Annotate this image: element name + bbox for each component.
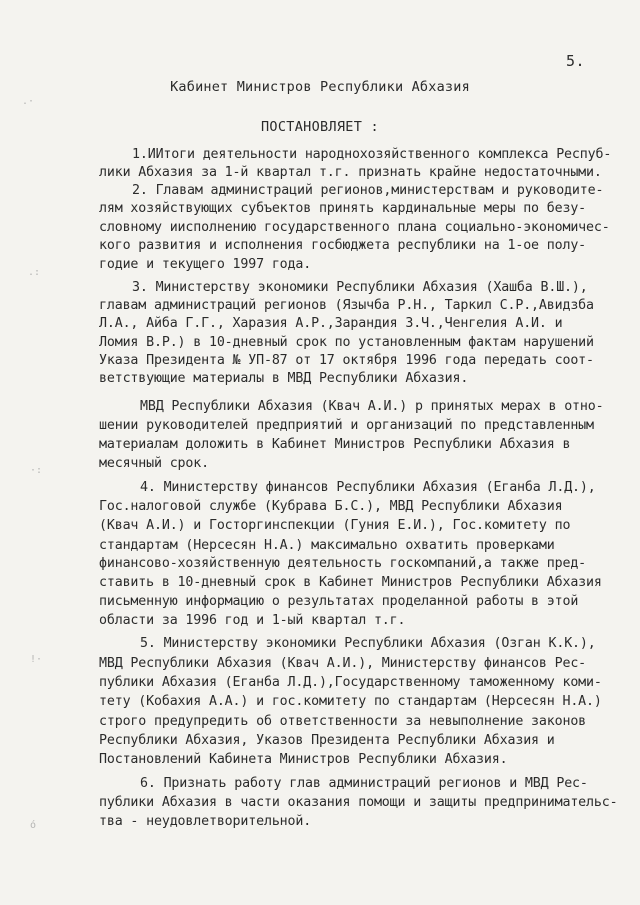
text-line: МВД Республики Абхазия (Квач А.И.), Министерству финансов Рес-: [99, 656, 587, 671]
text-line: ставить в 10-дневный срок в Кабинет Министров Республики Абхазия: [99, 575, 602, 590]
text-line: тету (Кобахия А.А.) и гос.комитету по стандартам (Нерсесян Н.А.): [99, 694, 602, 709]
text-line: Ломия В.Р.) в 10-дневный срок по установленным фактам нарушений: [99, 335, 594, 350]
margin-speck: ό: [30, 820, 37, 831]
margin-speck: ·:: [30, 465, 43, 476]
text-line: лики Абхазия за 1-й квартал т.г. признать крайне недостаточными.: [99, 165, 602, 180]
text-line: тва - неудовлетворительной.: [99, 814, 312, 829]
text-line: 1.ИИтоги деятельности народнохозяйственного комплекса Респуб-: [132, 147, 612, 162]
text-line: лям хозяйствующих субъектов принять кардинальные меры по безу-: [99, 201, 587, 216]
text-line: 4. Министерству финансов Республики Абхазия (Еганба Л.Д.),: [140, 480, 596, 495]
document-title: Кабинет Министров Республики Абхазия: [170, 79, 470, 95]
text-line: словному иисполнению государственного плана социально-экономичес-: [99, 220, 610, 235]
text-line: МВД Республики Абхазия (Квач А.И.) р принятых мерах в отно-: [140, 399, 604, 414]
text-line: строго предупредить об ответственности за невыполнение законов: [99, 714, 587, 729]
text-line: Л.А., Айба Г.Г., Харазия А.Р.,Зарандия З.Ч.,Ченгелия А.И. и: [99, 316, 563, 331]
text-line: ветствующие материалы в МВД Республики Абхазия.: [99, 371, 469, 386]
text-line: публики Абхазия (Еганба Л.Д.),Государственному таможенному коми-: [99, 675, 602, 690]
text-line: шении руководителей предприятий и организаций по представленным: [99, 418, 594, 433]
text-line: материалам доложить в Кабинет Министров Республики Абхазия в: [99, 437, 571, 452]
text-line: области за 1996 год и 1-ый квартал т.г.: [99, 613, 406, 628]
text-line: 3. Министерству экономики Республики Абхазия (Хашба В.Ш.),: [132, 280, 588, 295]
text-line: Гос.налоговой службе (Кубрава Б.С.), МВД Республики Абхазия: [99, 499, 563, 514]
text-line: стандартам (Нерсесян Н.А.) максимально охватить проверками: [99, 538, 555, 553]
text-line: Указа Президента № УП-87 от 17 октября 1996 года передать соот-: [99, 353, 594, 368]
text-line: годие и текущего 1997 года.: [99, 257, 312, 272]
margin-speck: .·: [22, 96, 35, 107]
margin-speck: .:: [28, 267, 41, 278]
margin-speck: !·: [30, 654, 43, 665]
text-line: месячный срок.: [99, 456, 209, 471]
text-line: Постановлений Кабинета Министров Республики Абхазия.: [99, 752, 508, 767]
text-line: письменную информацию о результатах проделанной работы в этой: [99, 594, 579, 609]
text-line: 2. Главам администраций регионов,министерствам и руководите-: [132, 183, 604, 198]
text-line: (Квач А.И.) и Госторгинспекции (Гуния Е.И.), Гос.комитету по: [99, 518, 571, 533]
text-line: главам администраций регионов (Язычба Р.Н., Таркил С.Р.,Авидзба: [99, 298, 594, 313]
text-line: кого развития и исполнения госбюджета республики на 1-ое полу-: [99, 238, 587, 253]
text-line: финансово-хозяйственную деятельность госкомпаний,а также пред-: [99, 556, 587, 571]
text-line: публики Абхазия в части оказания помощи и защиты предпринимательс-: [99, 795, 618, 810]
text-line: 5. Министерству экономики Республики Абхазия (Озган К.К.),: [140, 636, 596, 651]
page-number: 5.: [566, 52, 586, 70]
resolution-heading: ПОСТАНОВЛЯЕТ :: [261, 119, 379, 135]
text-line: Республики Абхазия, Указов Президента Республики Абхазия и: [99, 733, 555, 748]
text-line: 6. Признать работу глав администраций регионов и МВД Рес-: [140, 776, 588, 791]
